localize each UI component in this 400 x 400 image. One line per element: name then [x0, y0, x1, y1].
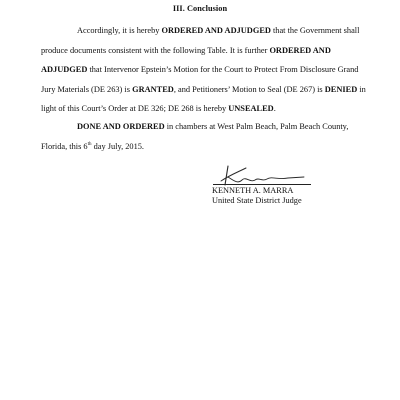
p1-bold-granted: GRANTED — [132, 84, 174, 94]
p2-text-2: day July, 2015. — [91, 141, 145, 151]
p1-bold-ordered-adjudged-1: ORDERED AND ADJUDGED — [161, 26, 271, 35]
judge-name: KENNETH A. MARRA — [212, 186, 294, 195]
conclusion-paragraph — [41, 21, 371, 119]
p1-bold-ordered-adjudged-2: ORDERED AND ADJUDGED — [41, 45, 331, 74]
p1-text-3: that Intervenor Epstein’s Motion for the Court to Protect From Disclosure Grand Jury Materials (DE 263) is — [41, 65, 359, 94]
p2-text-1: in chambers at West Palm Beach, Palm Beach County, Florida, this 6 — [41, 122, 349, 151]
p1-bold-unsealed: UNSEALED — [228, 104, 274, 113]
p1-text-5: in light of this Court’s Order at DE 326; DE 268 is hereby — [41, 84, 366, 113]
p2-ordinal-suffix: th — [87, 141, 92, 147]
p1-text-6: . — [273, 104, 276, 113]
section-heading: III. Conclusion — [172, 4, 228, 13]
p1-text-4: , and Petitioners’ Motion to Seal (DE 267) is — [173, 84, 325, 94]
p1-bold-denied: DENIED — [324, 84, 358, 94]
done-and-ordered-paragraph — [41, 117, 371, 156]
p1-text-2: that the Government shall produce documents consistent with the following Table. It is further — [41, 26, 360, 55]
p1-text-1: Accordingly, it is hereby — [77, 26, 162, 35]
p2-bold-done-ordered: DONE AND ORDERED — [77, 122, 165, 131]
signature-line — [213, 184, 311, 185]
judge-title: United State District Judge — [212, 196, 302, 205]
